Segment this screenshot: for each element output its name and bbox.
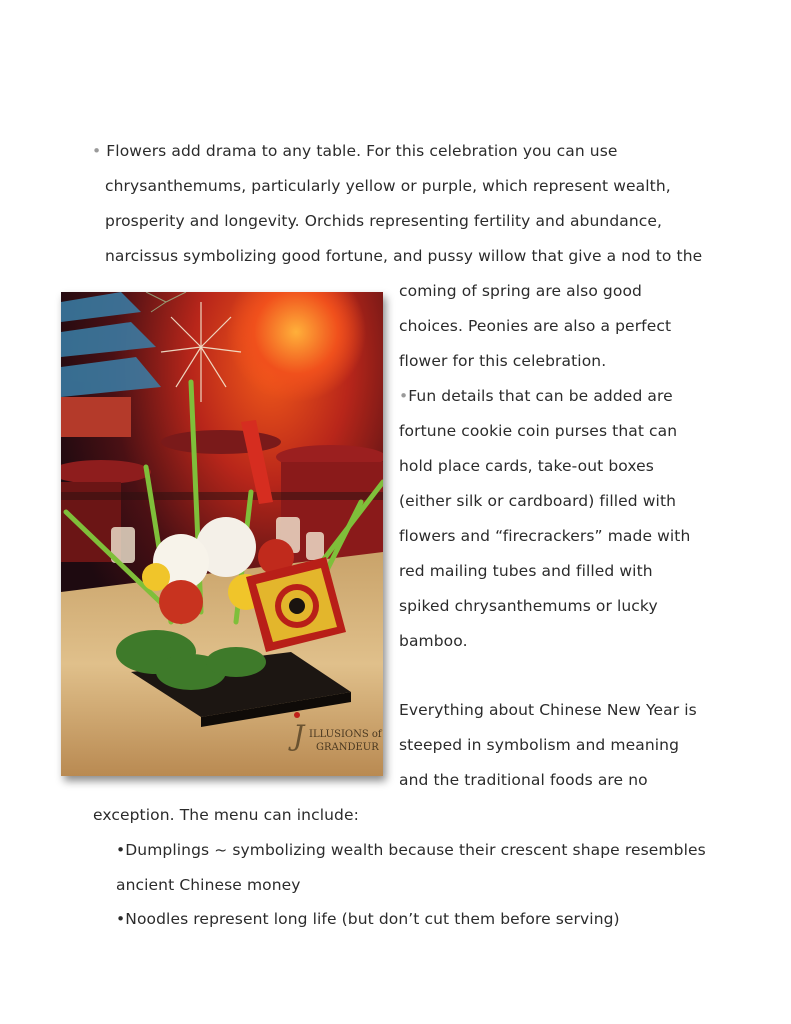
bullet: • (116, 910, 126, 928)
logo-line-2: GRANDEUR (316, 742, 379, 753)
paragraph3-line-4: exception. The menu can include: (93, 806, 359, 824)
paragraph1-line-6: choices. Peonies are also a perfect (399, 317, 672, 335)
paragraph2-line-4: (either silk or cardboard) filled with (399, 492, 677, 510)
text: Noodles represent long life (but don’t cut them before serving) (125, 910, 620, 928)
paragraph1-line-4: narcissus symbolizing good fortune, and pussy willow that give a nod to the (105, 247, 703, 265)
menu-item-dumplings (116, 840, 706, 860)
paragraph2-line-1 (399, 386, 673, 406)
paragraph1-line-7: flower for this celebration. (399, 352, 607, 370)
bullet: • (399, 387, 409, 405)
bullet: • (92, 142, 102, 160)
paragraph2-line-5: flowers and “firecrackers” made with (399, 527, 691, 545)
paragraph1-line-3: prosperity and longevity. Orchids representing fertility and abundance, (105, 212, 663, 230)
menu-item-noodles (116, 909, 620, 929)
paragraph3-line-2: steeped in symbolism and meaning (399, 736, 680, 754)
paragraph2-line-2: fortune cookie coin purses that can (399, 422, 678, 440)
text: Fun details that can be added are (408, 387, 673, 405)
bullet: • (116, 841, 126, 859)
paragraph2-line-8: bamboo. (399, 632, 468, 650)
paragraph3-line-3: and the traditional foods are no (399, 771, 648, 789)
paragraph2-line-3: hold place cards, take-out boxes (399, 457, 654, 475)
centerpiece-illustration (61, 292, 383, 776)
paragraph1-line-1 (92, 141, 618, 161)
paragraph1-line-2: chrysanthemums, particularly yellow or purple, which represent wealth, (105, 177, 671, 195)
paragraph3-line-1: Everything about Chinese New Year is (399, 701, 697, 719)
text: Dumplings ~ symbolizing wealth because their crescent shape resembles (125, 841, 706, 859)
paragraph2-line-7: spiked chrysanthemums or lucky (399, 597, 658, 615)
svg-text:J: J (293, 719, 305, 752)
text: Flowers add drama to any table. For this celebration you can use (106, 142, 618, 160)
menu-item-dumplings-cont: ancient Chinese money (116, 876, 301, 894)
centerpiece-photo (61, 292, 383, 776)
paragraph2-line-6: red mailing tubes and filled with (399, 562, 653, 580)
logo-line-1: ILLUSIONS of (309, 729, 382, 740)
paragraph1-line-5: coming of spring are also good (399, 282, 642, 300)
